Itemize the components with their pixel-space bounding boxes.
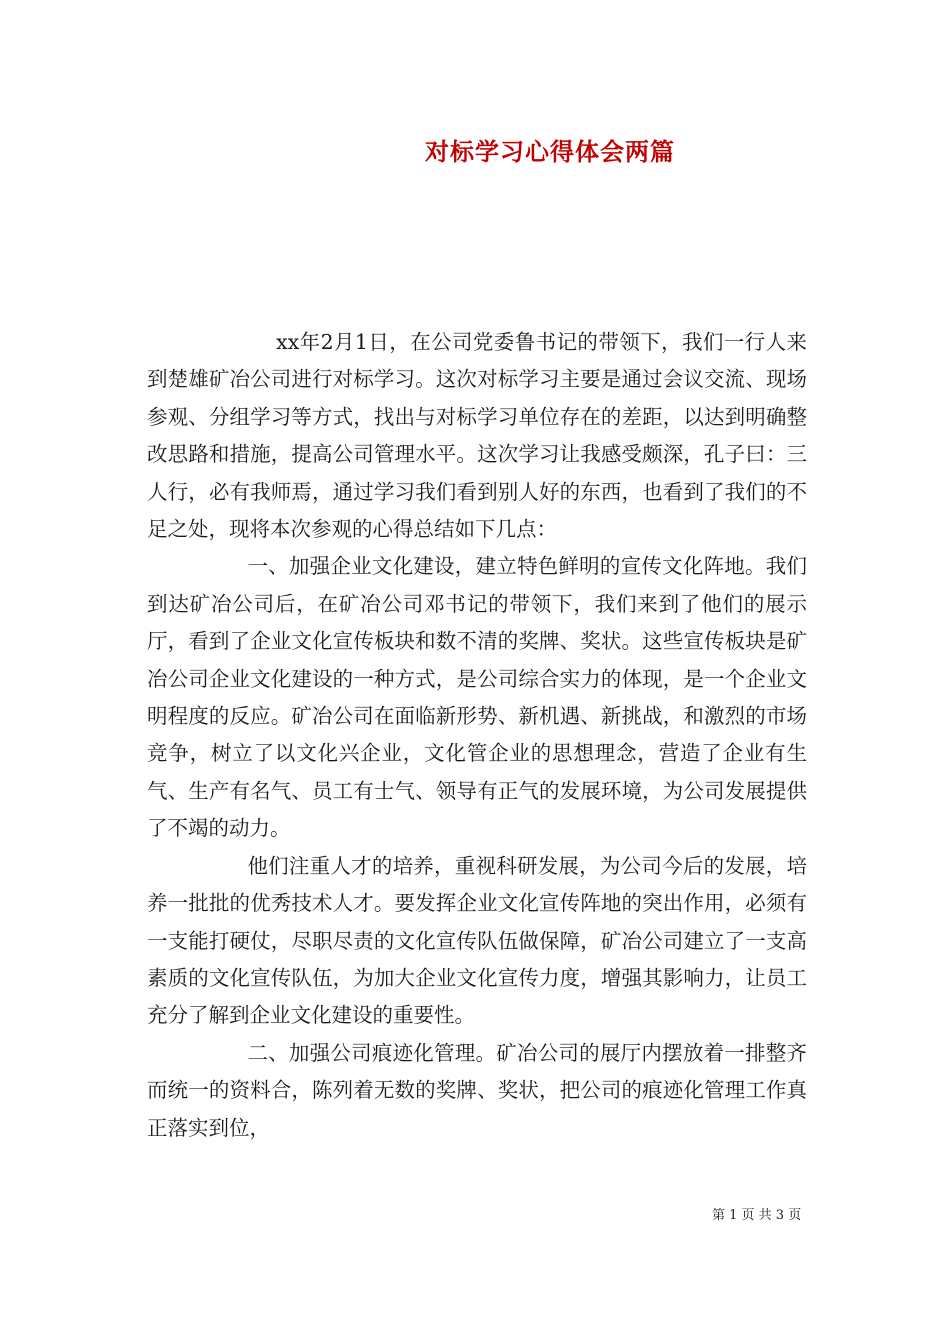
document-title: 对标学习心得体会两篇 <box>425 137 675 166</box>
paragraph-section-two: 二、加强公司痕迹化管理。矿冶公司的展厅内摆放着一排整齐而统一的资料合，陈列着无数的奖牌、奖状，把公司的痕迹化管理工作真正落实到位， <box>147 1040 807 1140</box>
paragraph-intro: xx年2月1日，在公司党委鲁书记的带领下，我们一行人来到楚雄矿冶公司进行对标学习。这次对标学习主要是通过会议交流、现场参观、分组学习等方式，找出与对标学习单位存在的差距，以达到明确整改思路和措施，提高公司管理水平。这次学习让我感受颇深，孔子曰：三人行，必有我师焉，通过学习我们看到别人好的东西，也看到了我们的不足之处，现将本次参观的心得总结如下几点： <box>147 330 807 542</box>
page-number: 第 1 页 共 3 页 <box>712 1208 802 1223</box>
paragraph-section-one: 一、加强企业文化建设，建立特色鲜明的宣传文化阵地。我们到达矿冶公司后，在矿冶公司邓书记的带领下，我们来到了他们的展示厅，看到了企业文化宣传板块和数不清的奖牌、奖状。这些宣传板块是矿冶公司企业文化建设的一种方式，是公司综合实力的体现，是一个企业文明程度的反应。矿冶公司在面临新形势、新机遇、新挑战，和激烈的市场竞争，树立了以文化兴企业，文化管企业的思想理念，营造了企业有生气、生产有名气、员工有士气、领导有正气的发展环境，为公司发展提供了不竭的动力。 <box>147 554 807 841</box>
document-body <box>147 324 807 1147</box>
paragraph-talent: 他们注重人才的培养，重视科研发展，为公司今后的发展，培养一批批的优秀技术人才。要发挥企业文化宣传阵地的突出作用，必须有一支能打硬仗，尽职尽责的文化宣传队伍做保障，矿冶公司建立了一支高素质的文化宣传队伍，为加大企业文化宣传力度，增强其影响力，让员工充分了解到企业文化建设的重要性。 <box>147 853 807 1028</box>
